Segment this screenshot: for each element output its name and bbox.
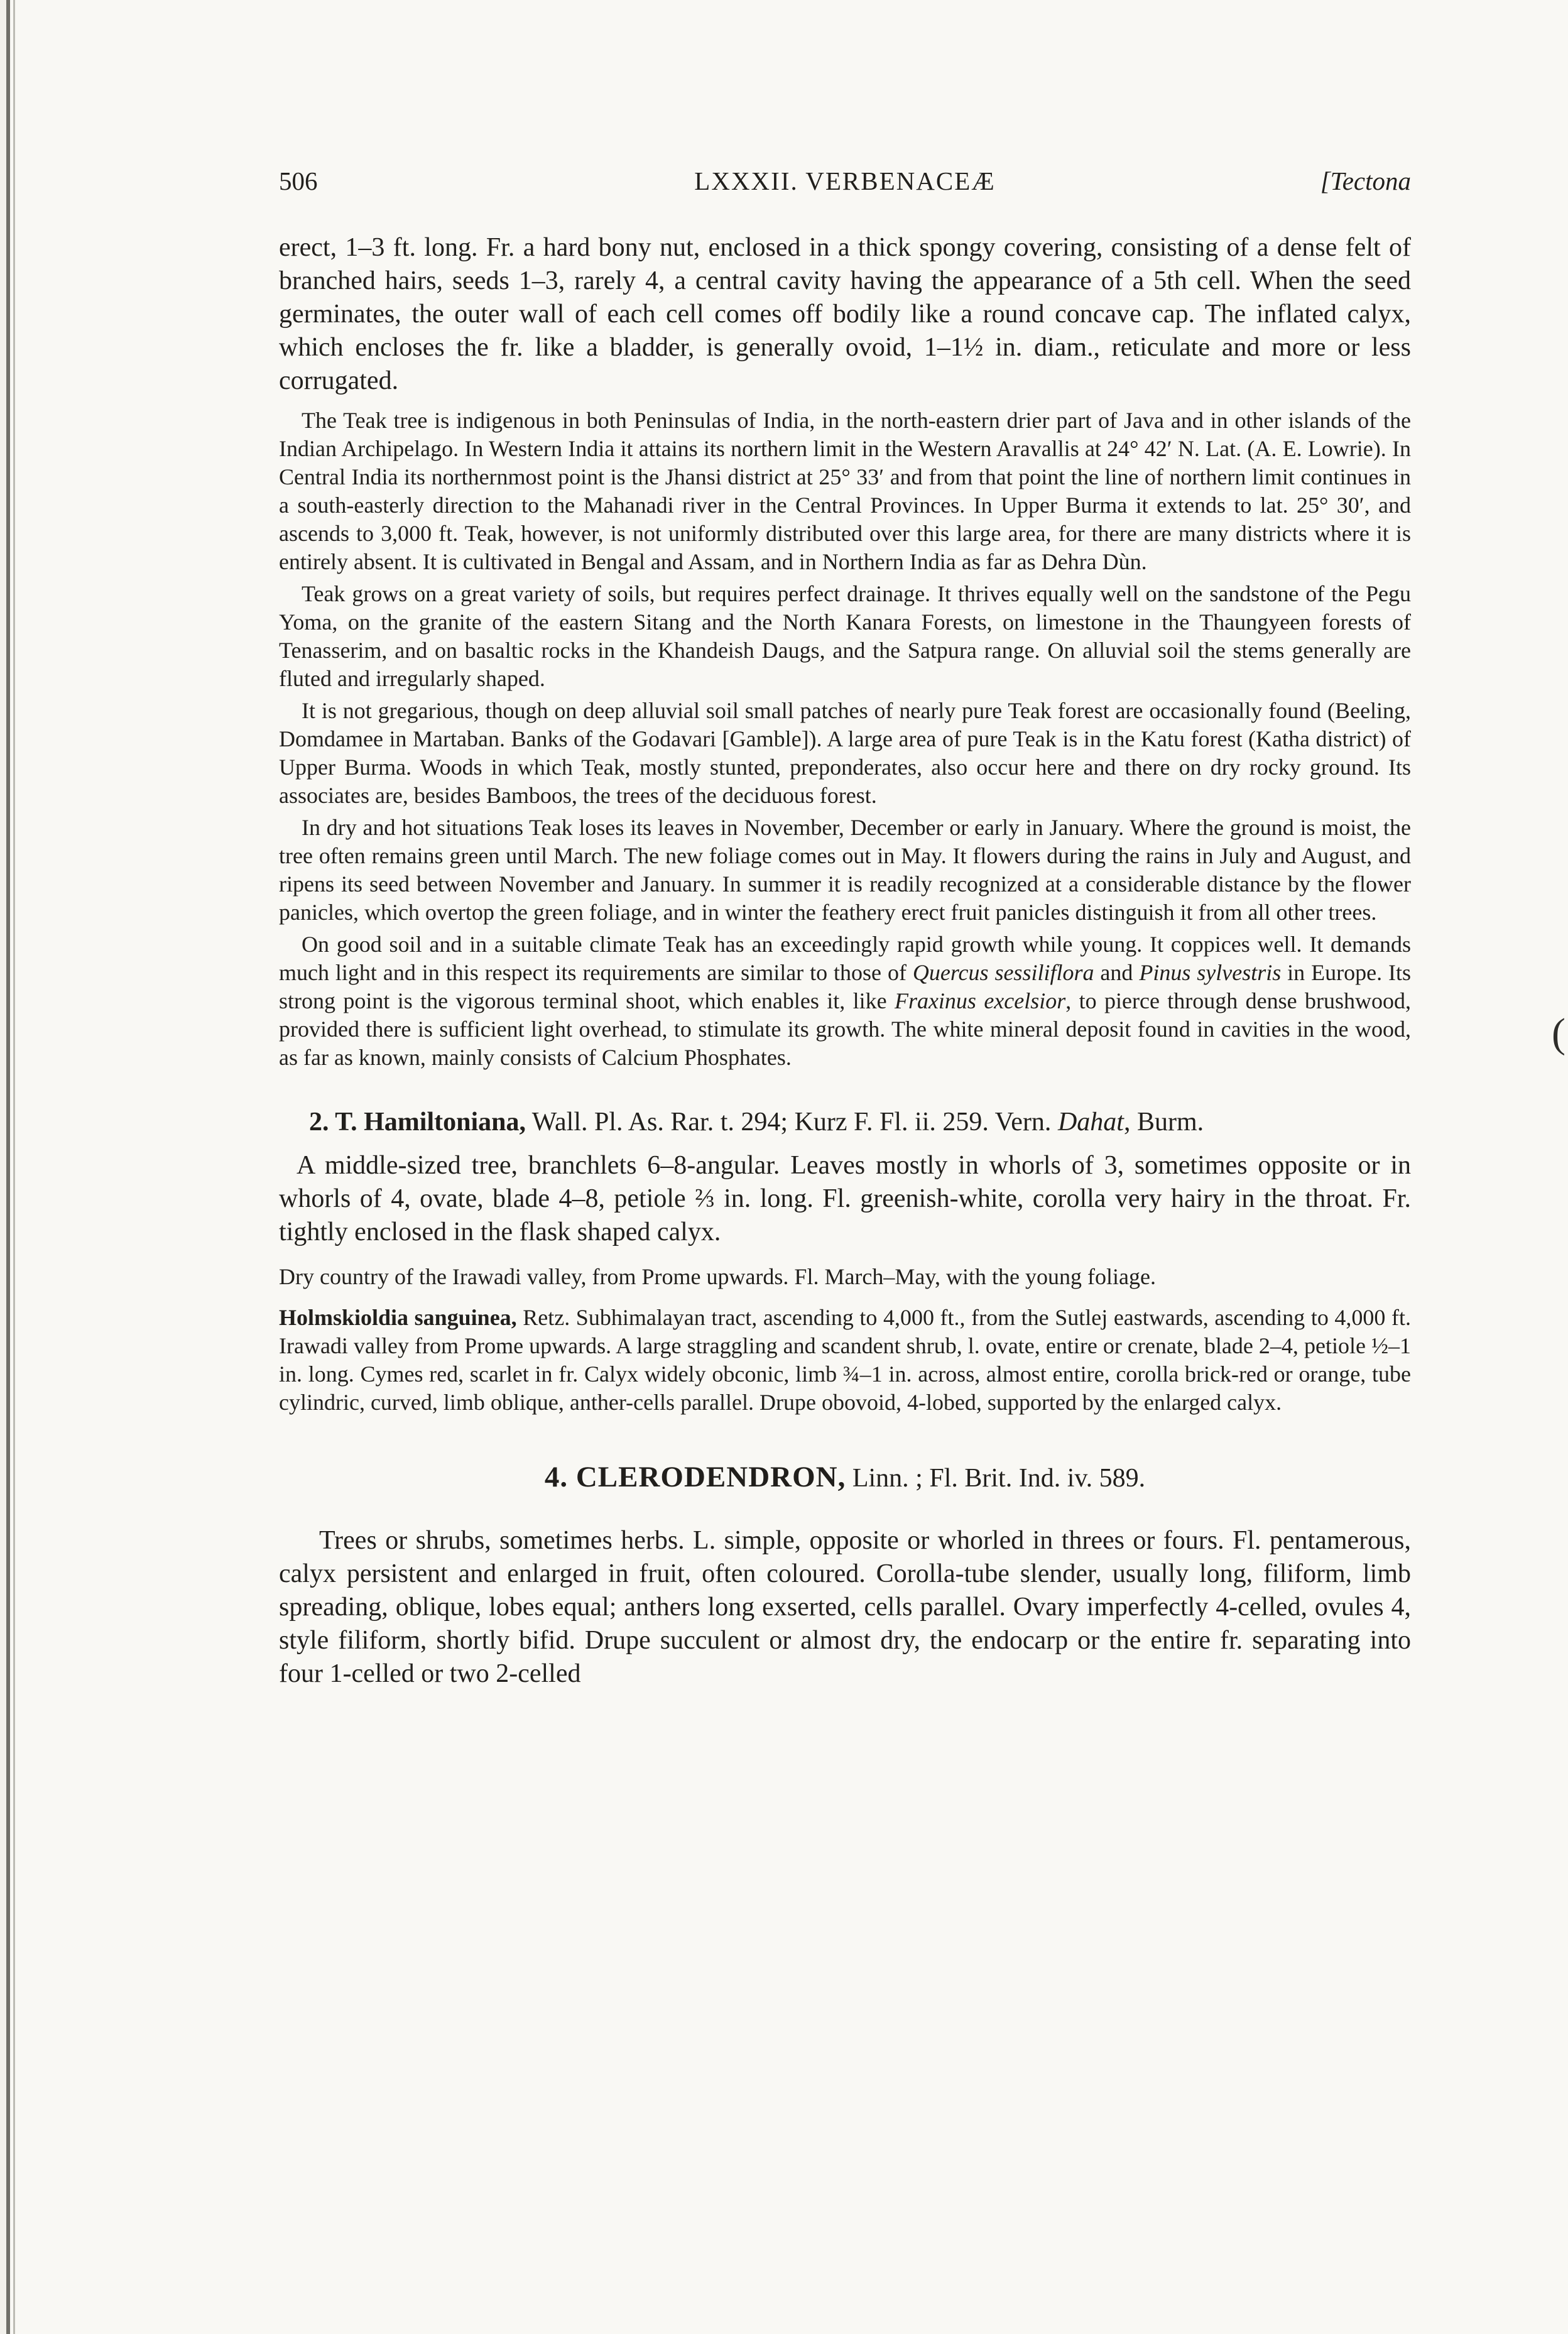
note-teak-foliage xyxy=(279,814,1411,927)
species-heading-hamiltoniana xyxy=(279,1106,1411,1139)
para-clerodendron-description xyxy=(279,1524,1411,1691)
text-segment: In dry and hot situations Teak loses its leaves in November, December or early in January. Where the ground is moist, the tree often remains green until March. The new foliage comes out in May. It flowers during the rains in July and August, and ripens its seed between November and January. In summer it is readily recognized at a considerable distance by the flower panicles, which overtop the green foliage, and in winter the feathery erect fruit panicles distinguish it from all other trees. xyxy=(279,815,1411,925)
scan-binding-line xyxy=(6,0,10,2334)
note-teak-range xyxy=(279,406,1411,576)
genus-heading-clerodendron xyxy=(279,1461,1411,1495)
running-header xyxy=(279,166,1411,196)
text-segment: Trees or shrubs, sometimes herbs. L. simple, opposite or whorled in threes or fours. Fl. pentamerous, calyx persistent and enlarged in fruit, often coloured. Corolla-tube slender, usually long, filiform, limb spreading, oblique, lobes equal; anthers long exserted, cells parallel. Ovary imperfectly 4-celled, ovules 4, style filiform, shortly bifid. Drupe succulent or almost dry, the endocarp or the entire fr. separating into four 1-celled or two 2-celled xyxy=(279,1526,1411,1688)
text-segment: It is not gregarious, though on deep alluvial soil small patches of nearly pure Teak forest are occasionally found (Beeling, Domdamee in Martaban. Banks of the Godavari [Gamble]). A large area of pure Teak is in the Katu forest (Katha district) of Upper Burma. Woods in which Teak, mostly stunted, preponderates, also occur here and there on dry rocky ground. Its associates are, besides Bamboos, the trees of the deciduous forest. xyxy=(279,698,1411,808)
text-segment: Holmskioldia sanguinea, xyxy=(279,1305,517,1330)
para-tectona-fruit xyxy=(279,231,1411,398)
text-column xyxy=(279,166,1411,1691)
text-segment: Retz. Subhimalayan tract, ascending to 4,000 ft., from the Sutlej eastwards, ascending to 4,000 ft. Irawadi valley from Prome upwards. A large straggling and scandent shrub, l. ovate, entire or crenate, blade 2–4, petiole ½–1 in. long. Cymes red, scarlet in fr. Calyx widely obconic, limb ¾–1 in. across, almost entire, corolla brick-red or orange, tube cylindric, curved, limb oblique, anther-cells parallel. Drupe obovoid, 4-lobed, supported by the enlarged calyx. xyxy=(279,1305,1411,1415)
para-hamiltoniana-description xyxy=(279,1149,1411,1249)
text-segment: Linn. ; Fl. Brit. Ind. iv. 589. xyxy=(846,1464,1146,1493)
chapter-heading: LXXXII. VERBENACEÆ xyxy=(694,166,996,195)
text-segment: erect, 1–3 ft. long. Fr. a hard bony nut, enclosed in a thick spongy covering, consisting of a dense felt of branched hairs, seeds 1–3, rarely 4, a central cavity having the appearance of a 5th cell. When the seed germinates, the outer wall of each cell comes off bodily like a round concave cap. The inflated calyx, which encloses the fr. like a bladder, is generally ovoid, 1–1½ in. diam., reticulate and more or less corrugated. xyxy=(279,233,1411,395)
text-segment: in Europe. Its strong point is the vigorous terminal shoot, which enables it, like xyxy=(279,960,1412,1013)
text-segment: Teak grows on a great variety of soils, but requires perfect drainage. It thrives equally well on the sandstone of the Pegu Yoma, on the granite of the eastern Sitang and the North Kanara Forests, on limestone in the Thaungyeen forests of Tenasserim, and on basaltic rocks in the Khandeish Daugs, and the Satpura range. On alluvial soil the stems generally are fluted and irregularly shaped. xyxy=(279,581,1411,691)
text-segment: Wall. Pl. As. Rar. t. 294; Kurz F. Fl. ii. 259. Vern. xyxy=(526,1108,1058,1137)
scan-artifact-mark: ( xyxy=(1552,1010,1565,1056)
text-segment: A middle-sized tree, branchlets 6–8-angular. Leaves mostly in whorls of 3, sometimes opposite or in whorls of 4, ovate, blade 4–8, petiole ⅔ in. long. Fl. greenish-white, corolla very hairy in the throat. Fr. tightly enclosed in the flask shaped calyx. xyxy=(279,1151,1411,1246)
text-segment: 2. T. Hamiltoniana, xyxy=(309,1108,526,1137)
text-segment: The Teak tree is indigenous in both Peninsulas of India, in the north-eastern drier part of Java and in other islands of the Indian Archipelago. In Western India it attains its northern limit in the Western Aravallis at 24° 42′ N. Lat. (A. E. Lowrie). In Central India its northernmost point is the Jhansi district at 25° 33′ and from that point the line of northern limit continues in a south-easterly direction to the Mahanadi river in the Central Provinces. In Upper Burma it extends to lat. 25° 30′, and ascends to 3,000 ft. Teak, however, is not uniformly distributed over this large area, for there are many districts where it is entirely absent. It is cultivated in Bengal and Assam, and in Northern India as far as Dehra Dùn. xyxy=(279,408,1411,574)
text-segment: Pinus sylvestris xyxy=(1139,960,1282,985)
scan-binding-line-secondary xyxy=(13,0,15,2334)
text-segment: Dahat xyxy=(1057,1108,1124,1137)
note-teak-gregariousness xyxy=(279,697,1411,810)
note-holmskioldia xyxy=(279,1304,1411,1417)
text-segment: , Burm. xyxy=(1123,1108,1204,1137)
text-segment: , to pierce through dense brushwood, provided there is sufficient light overhead, to stimulate its growth. The white mineral deposit found in cavities in the wood, as far as known, mainly consists of Calcium Phosphates. xyxy=(279,988,1411,1070)
header-catchword: [Tectona xyxy=(1320,166,1411,195)
note-hamiltoniana-distribution xyxy=(279,1263,1411,1291)
note-teak-soils xyxy=(279,580,1411,693)
text-segment: Dry country of the Irawadi valley, from Prome upwards. Fl. March–May, with the young foliage. xyxy=(279,1264,1156,1289)
text-segment: Fraxinus excelsior xyxy=(894,988,1066,1013)
text-segment: 4. CLERODENDRON, xyxy=(544,1461,846,1493)
text-segment: and xyxy=(1094,960,1140,985)
scan-edge-shade xyxy=(0,0,6,2334)
text-segment: Quercus sessiliflora xyxy=(912,960,1094,985)
note-teak-growth xyxy=(279,930,1411,1072)
page-number: 506 xyxy=(279,166,318,195)
text-segment: On good soil and in a suitable climate Teak has an exceedingly rapid growth while young. It coppices well. It demands much light and in this respect its requirements are similar to those of xyxy=(279,932,1411,985)
